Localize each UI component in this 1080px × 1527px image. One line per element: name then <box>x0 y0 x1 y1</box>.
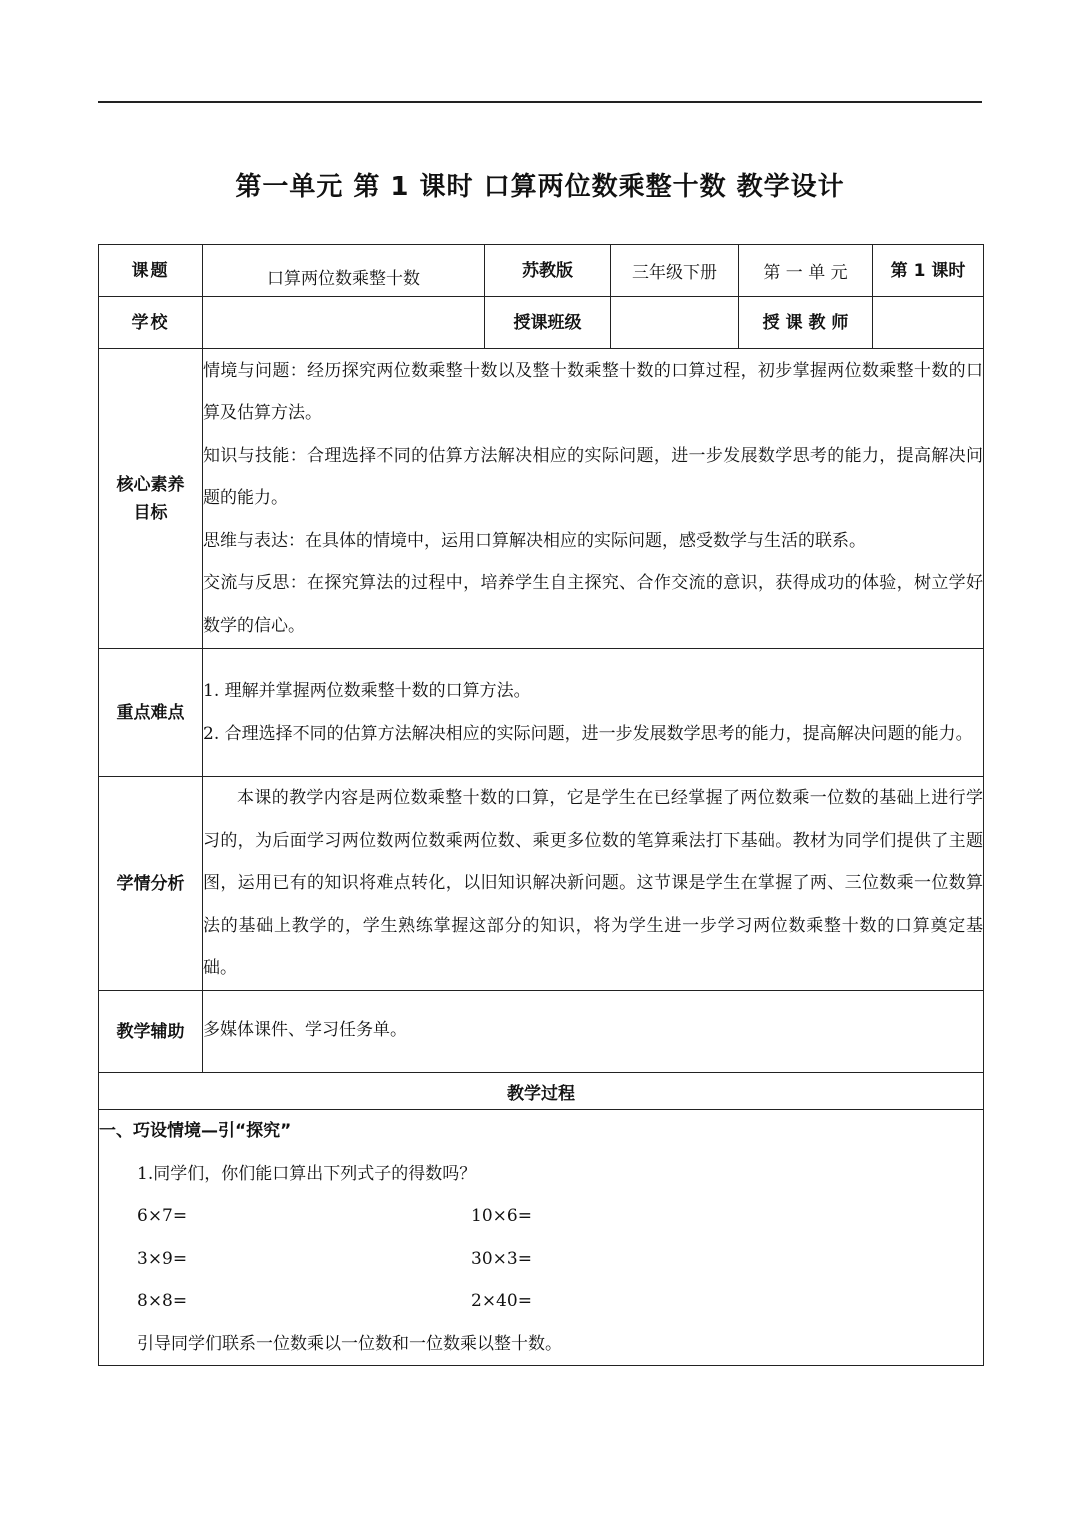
class-label: 授课班级 <box>485 297 611 349</box>
analysis-text: 本课的教学内容是两位数乘整十数的口算，它是学生在已经掌握了两位数乘一位数的基础上进行学习的，为后面学习两位数两位数乘两位数、乘更多位数的笔算乘法打下基础。教材为同学们提供了主题图，运用已有的知识将难点转化，以旧知识解决新问题。这节课是学生在掌握了两、三位数乘一位数算法的基础上教学的，学生熟练掌握这部分的知识，将为学生进一步学习两位数乘整十数的口算奠定基础。 <box>203 788 983 979</box>
question-prompt: 1.同学们，你们能口算出下列式子的得数吗？ <box>137 1163 477 1184</box>
process-body <box>99 1110 984 1366</box>
aids-label: 教学辅助 <box>99 991 203 1073</box>
equation-row <box>99 1280 983 1323</box>
process-heading-row <box>99 1073 984 1110</box>
goals-label-line1: 核心素养 <box>116 474 185 495</box>
goal-item: 情境与问题：经历探究两位数乘整十数以及整十数乘整十数的口算过程，初步掌握两位数乘整十数的口算及估算方法。 <box>203 360 983 424</box>
process-heading: 教学过程 <box>99 1073 984 1110</box>
goals-row <box>99 349 984 649</box>
school-label: 学校 <box>99 297 203 349</box>
topic-value: 口算两位数乘整十数 <box>203 245 485 297</box>
aids-text: 多媒体课件、学习任务单。 <box>203 1020 407 1040</box>
school-row <box>99 297 984 349</box>
equation-row <box>99 1238 983 1281</box>
key-points-label: 重点难点 <box>99 649 203 777</box>
topic-row <box>99 245 984 297</box>
teacher-label: 授 课 教 师 <box>739 297 873 349</box>
goals-content <box>203 349 984 649</box>
equation: 10×6= <box>471 1206 532 1226</box>
school-value <box>203 297 485 349</box>
aids-content <box>203 991 984 1073</box>
guide-text: 引导同学们联系一位数乘以一位数和一位数乘以整十数。 <box>137 1333 562 1354</box>
teacher-value <box>873 297 984 349</box>
key-points-content <box>203 649 984 777</box>
goal-item: 思维与表达：在具体的情境中，运用口算解决相应的实际问题，感受数学与生活的联系。 <box>203 530 866 551</box>
key-point-item: 1. 理解并掌握两位数乘整十数的口算方法。 <box>203 681 531 701</box>
process-body-row <box>99 1110 984 1366</box>
section-title: 一、巧设情境—引“探究” <box>99 1121 292 1141</box>
topic-label: 课题 <box>99 245 203 297</box>
key-points-row <box>99 649 984 777</box>
goals-label <box>99 349 203 649</box>
equation: 30×3= <box>471 1248 532 1269</box>
goal-item: 交流与反思：在探究算法的过程中，培养学生自主探究、合作交流的意识，获得成功的体验，树立学好数学的信心。 <box>203 573 983 636</box>
key-point-item: 2. 合理选择不同的估算方法解决相应的实际问题，进一步发展数学思考的能力，提高解决问题的能力。 <box>203 723 973 744</box>
equation: 3×9= <box>137 1248 188 1269</box>
page-title: 第一单元 第 1 课时 口算两位数乘整十数 教学设计 <box>235 172 845 202</box>
analysis-content <box>203 777 984 991</box>
goals-label-line2: 目标 <box>133 502 168 523</box>
equation-row <box>99 1195 983 1238</box>
header-rule <box>98 101 982 103</box>
analysis-label: 学情分析 <box>99 777 203 991</box>
lesson-value: 第 1 课时 <box>873 245 984 297</box>
lesson-plan-table <box>98 244 984 1366</box>
equation: 6×7= <box>137 1206 188 1226</box>
edition-value: 苏教版 <box>485 245 611 297</box>
aids-row <box>99 991 984 1073</box>
grade-value: 三年级下册 <box>611 245 739 297</box>
unit-value: 第 一 单 元 <box>739 245 873 297</box>
goal-item: 知识与技能：合理选择不同的估算方法解决相应的实际问题，进一步发展数学思考的能力，提高解决问题的能力。 <box>203 445 983 509</box>
equation: 8×8= <box>137 1291 188 1311</box>
class-value <box>611 297 739 349</box>
equation: 2×40= <box>471 1291 532 1311</box>
analysis-row <box>99 777 984 991</box>
